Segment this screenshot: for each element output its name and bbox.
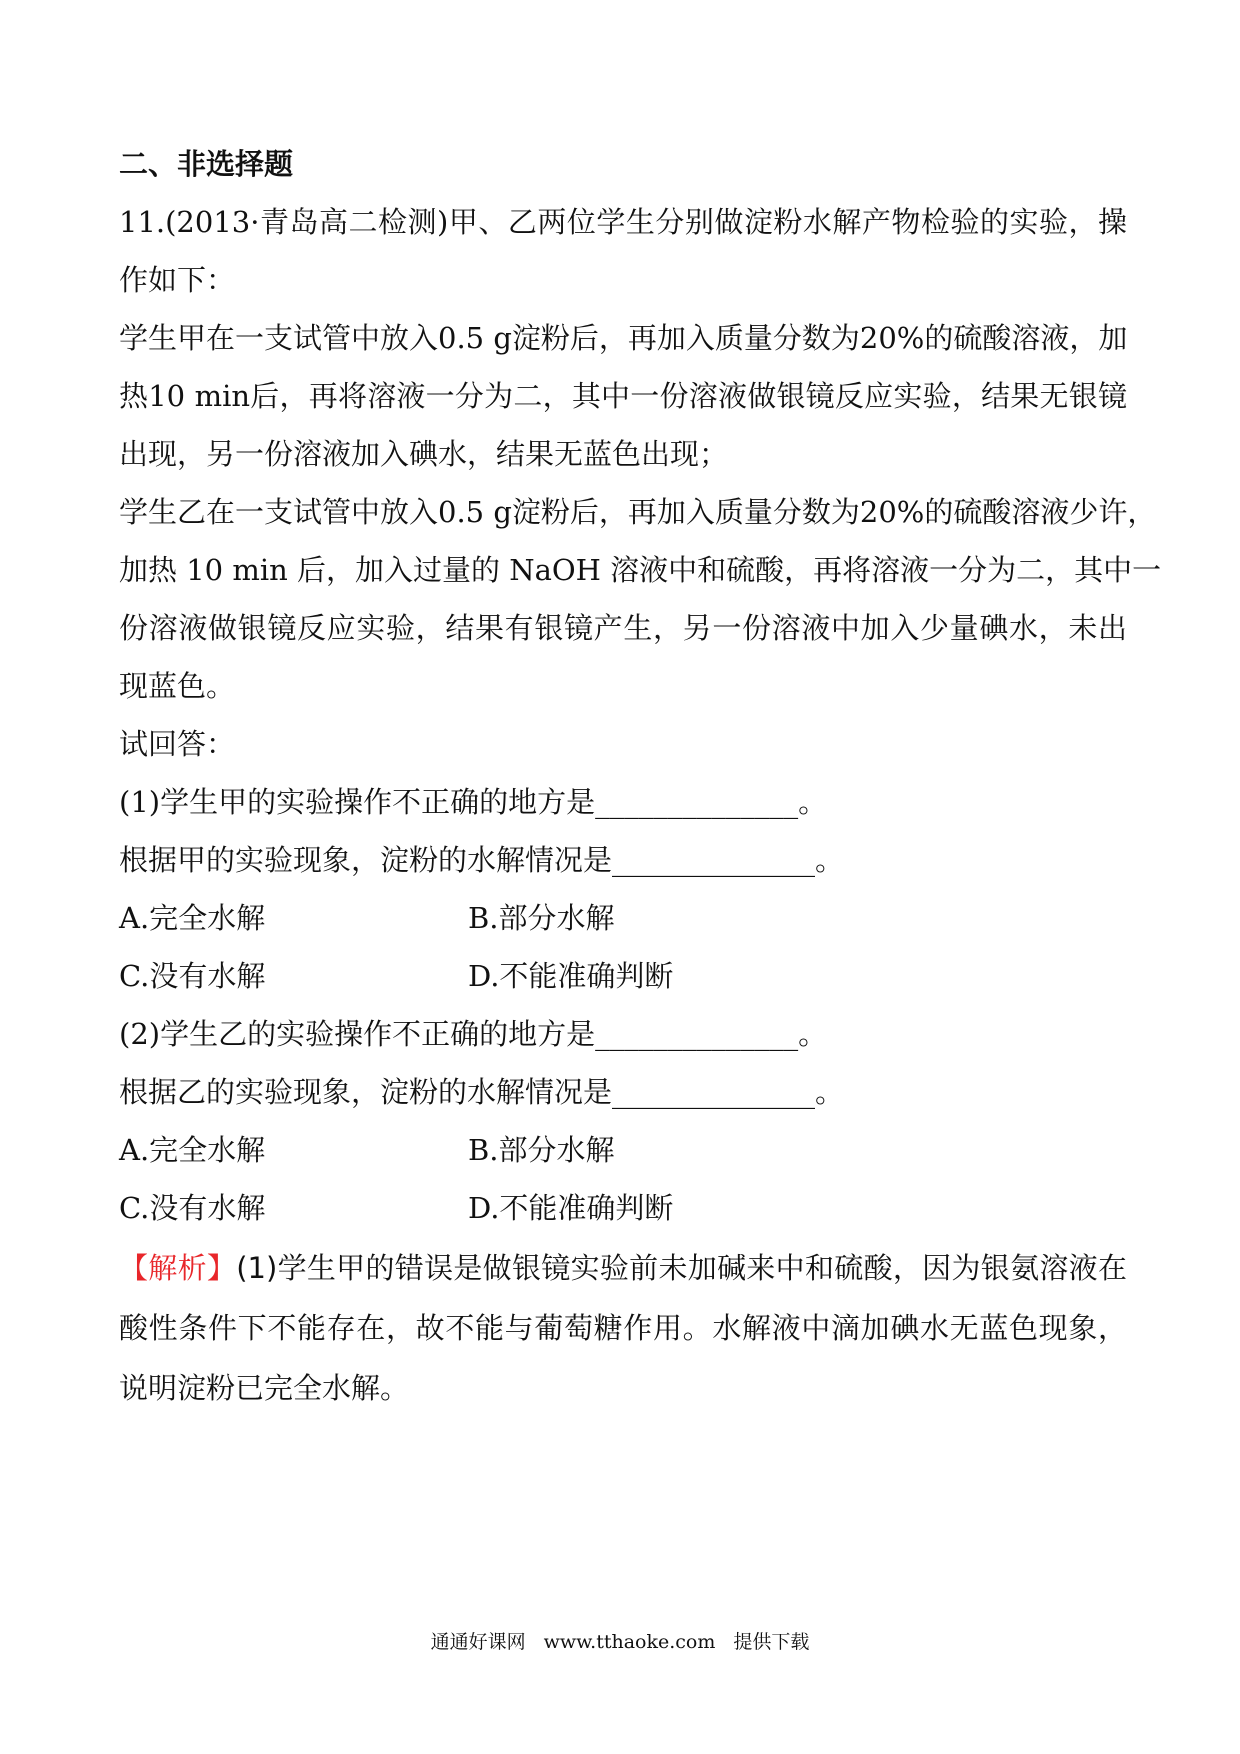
- part2-option-d: D.不能准确判断: [468, 1191, 674, 1225]
- question-stem-line-2: 作如下：: [119, 263, 236, 297]
- part2-option-c: C.没有水解: [119, 1191, 266, 1225]
- page-footer: [0, 1630, 1240, 1654]
- student-b-line-1: 学生乙在一支试管中放入0.5 g淀粉后，再加入质量分数为20%的硫酸溶液少许，: [119, 495, 1157, 529]
- question-stem-line-1: 11.(2013·青岛高二检测)甲、乙两位学生分别做淀粉水解产物检验的实验，操: [119, 205, 1127, 239]
- student-b-line-2: 加热 10 min 后，加入过量的 NaOH 溶液中和硫酸，再将溶液一分为二，其中一: [119, 553, 1162, 587]
- part2-question-1: (2)学生乙的实验操作不正确的地方是______________。: [119, 1017, 828, 1051]
- analysis-tag: 【解析】: [119, 1251, 237, 1285]
- part2-option-b: B.部分水解: [468, 1133, 615, 1167]
- part2-question-2: 根据乙的实验现象，淀粉的水解情况是______________。: [119, 1075, 845, 1109]
- part1-question-2: 根据甲的实验现象，淀粉的水解情况是______________。: [119, 843, 845, 877]
- section-title: 二、非选择题: [119, 147, 294, 181]
- footer-note: 提供下载: [733, 1631, 810, 1653]
- analysis-line-1: [119, 1250, 1127, 1286]
- part1-option-d: D.不能准确判断: [468, 959, 674, 993]
- part1-option-a: A.完全水解: [119, 901, 266, 935]
- student-a-line-3: 出现，另一份溶液加入碘水，结果无蓝色出现；: [119, 437, 729, 471]
- part1-option-b: B.部分水解: [468, 901, 615, 935]
- footer-url[interactable]: www.tthaoke.com: [543, 1631, 716, 1653]
- analysis-line-2: 酸性条件下不能存在，故不能与葡萄糖作用。水解液中滴加碘水无蓝色现象，: [119, 1311, 1127, 1345]
- answer-prompt: 试回答：: [119, 727, 236, 761]
- analysis-text-1: (1)学生甲的错误是做银镜实验前未加碱来中和硫酸，因为银氨溶液在: [236, 1251, 1127, 1285]
- part1-option-c: C.没有水解: [119, 959, 266, 993]
- part1-question-1: (1)学生甲的实验操作不正确的地方是______________。: [119, 785, 828, 819]
- student-a-line-1: 学生甲在一支试管中放入0.5 g淀粉后，再加入质量分数为20%的硫酸溶液，加: [119, 321, 1128, 355]
- part2-option-a: A.完全水解: [119, 1133, 266, 1167]
- footer-site-name: 通通好课网: [430, 1631, 526, 1653]
- student-a-line-2: 热10 min后，再将溶液一分为二，其中一份溶液做银镜反应实验，结果无银镜: [119, 379, 1127, 413]
- student-b-line-4: 现蓝色。: [119, 669, 236, 703]
- analysis-line-3: 说明淀粉已完全水解。: [119, 1371, 410, 1405]
- student-b-line-3: 份溶液做银镜反应实验，结果有银镜产生，另一份溶液中加入少量碘水，未出: [119, 611, 1127, 645]
